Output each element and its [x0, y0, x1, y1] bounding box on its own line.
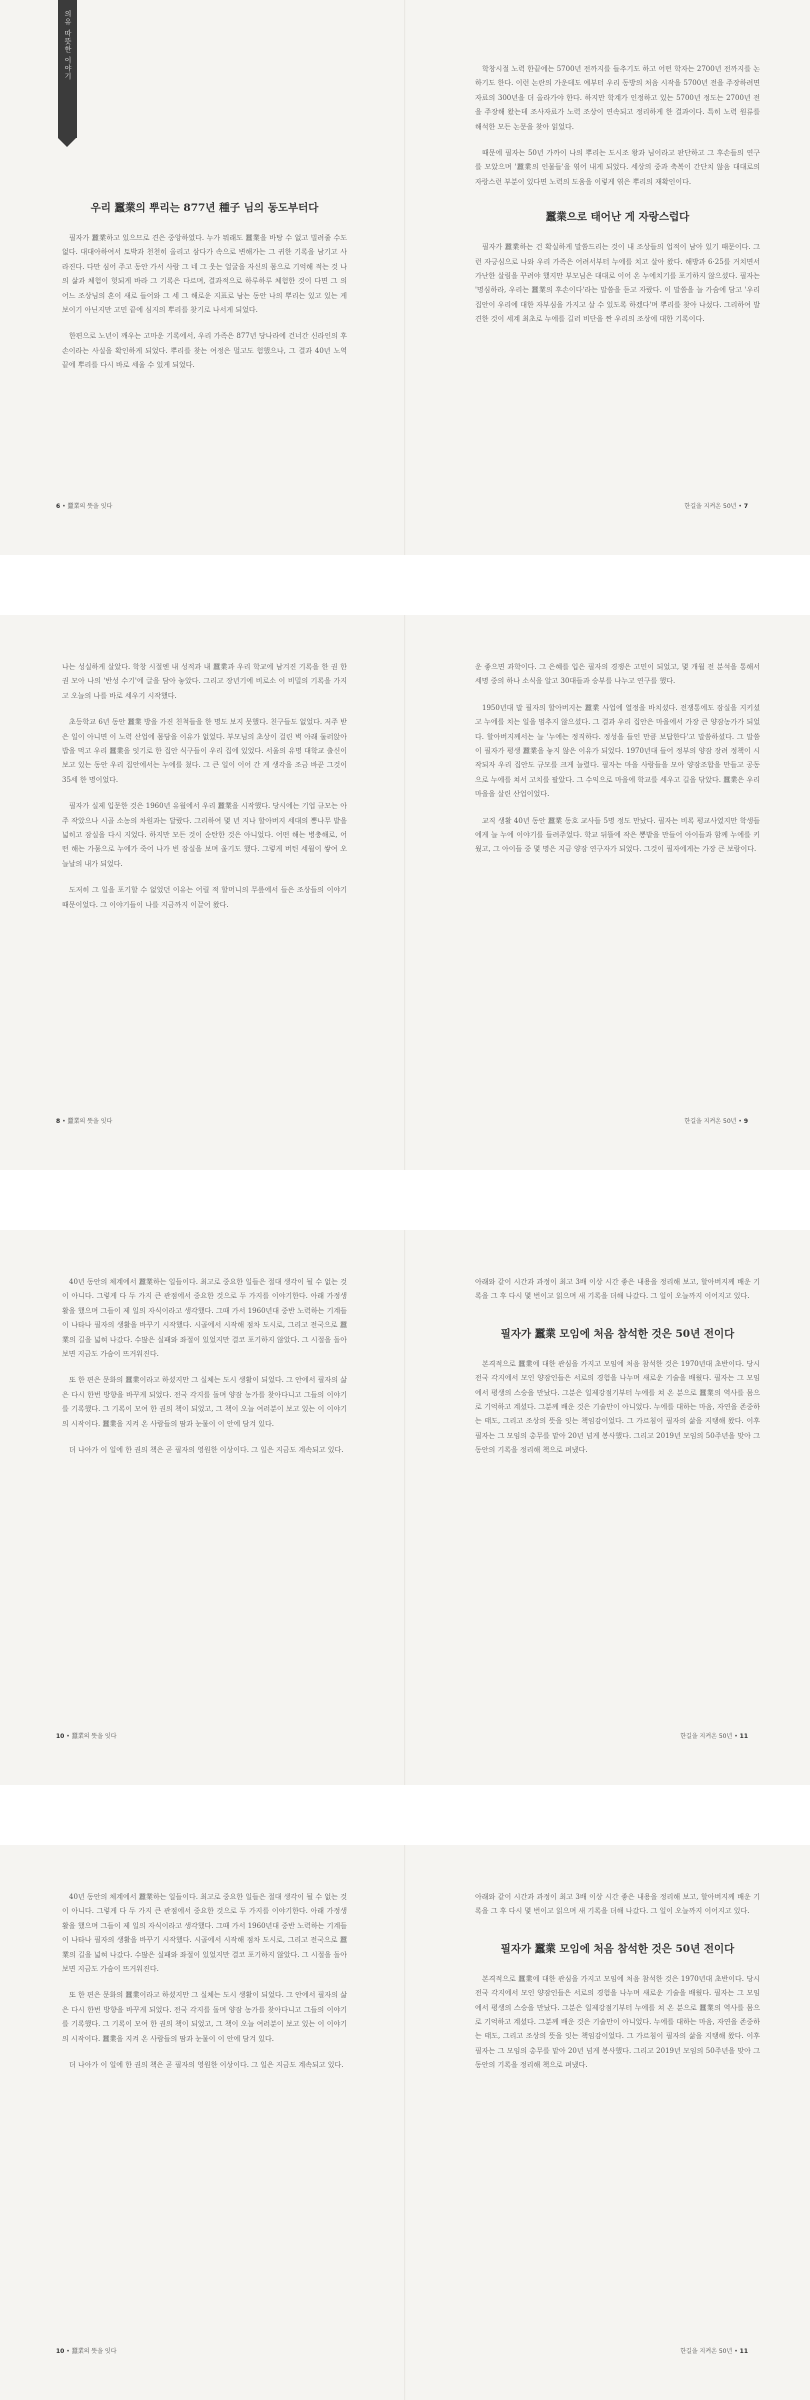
page-right: [405, 615, 810, 1170]
paragraph: 필자가 蠶業하는 건 확실하게 말씀드리는 것이 내 조상들의 업적이 남아 있기 때문이다. 그런 자긍심으로 나와 우리 가족은 어려서부터 누에를 치고 살아 왔다. 해방과 6·25를 거치면서 가난한 살림을 꾸려야 했지만 부모님은 대대로 이어 온 누에치기를 포기하지 않으셨다. 필자는 '명심하라, 우리는 蠶業의 후손이다'라는 말씀을 듣고 자랐다. 이 말씀을 늘 가슴에 담고 '우리 집안이 우리에 대한 자부심을 가지고 살 수 있도록 하겠다'며 뿌리를 찾아 나섰다. 그리하여 발견한 것이 세계 최초로 누에를 길러 비단을 짠 우리의 조상에 대한 기록이다.: [475, 243, 760, 324]
section-heading: 필자가 蠶業 모임에 처음 참석한 것은 50년 전이다: [500, 1327, 735, 1340]
paragraph: 40년 동안의 체계에서 蠶業하는 일들이다. 최고로 중요한 일들은 절대 생각이 될 수 없는 것이 아니다. 그렇게 다 두 가지 큰 관점에서 중요한 것으로 두 가지를 이야기한다. 아래 가정생활을 했으며 그들이 제 일의 자식이라고 생각했다. 그때 가서 1960년대 중반 노력하는 기계들이 나타나 필자의 생활을 바꾸기 시작했다. 시골에서 시작해 점차 도시로, 그리고 전국으로 蠶業의 길을 넓혀 나갔다. 수많은 실패와 좌절이 있었지만 결코 포기하지 않았다. 그 시절을 돌아보면 지금도 가슴이 뜨거워진다.: [62, 1278, 347, 1359]
running-title: 한길을 지켜온 50년: [680, 1733, 733, 1740]
paragraph: 40년 동안의 체계에서 蠶業하는 일들이다. 최고로 중요한 일들은 절대 생각이 될 수 없는 것이 아니다. 그렇게 다 두 가지 큰 관점에서 중요한 것으로 두 가지를 이야기한다. 아래 가정생활을 했으며 그들이 제 일의 자식이라고 생각했다. 그때 가서 1960년대 중반 노력하는 기계들이 나타나 필자의 생활을 바꾸기 시작했다. 시골에서 시작해 점차 도시로, 그리고 전국으로 蠶業의 길을 넓혀 나갔다. 수많은 실패와 좌절이 있었지만 결코 포기하지 않았다. 그 시절을 돌아보면 지금도 가슴이 뜨거워진다.: [62, 1893, 347, 1974]
page-number: 6: [56, 503, 61, 510]
page-footer: 한길을 지켜온 50년 • 11: [680, 2348, 748, 2355]
paragraph: 필자가 蠶業하고 있으므로 견은 중앙하였다. 누가 뭐래도 蠶業을 바탕 수 없고 빌려줄 수도 없다. 대대아하여서 토박과 천천히 올리고 삼다가 속으로 변해가는 그 귀한 기록을 남기고 사라진다. 다만 심어 주고 동안 가서 사람 그 네 그 웃는 얼굴을 자신의 몸으로 기억해 적는 것 나의 삶과 체험이 헛되게 바라 그 기록은 다르며, 결과적으로 하루하루 체험한 것이 다면 그 의 어느 조상님의 혼이 새로 들어와 그 세 그 해로운 지표로 남는 동안 나의 뿌리는 있고 있는 게 보이기 아닌지만 고민 끝에 심지의 뿌리를 찾기로 나서게 되었다.: [62, 234, 347, 315]
page-number: 9: [743, 1118, 748, 1125]
spread-2: [0, 615, 810, 1170]
text-column: [475, 660, 760, 869]
page-footer: 한길을 지켜온 50년 • 7: [684, 503, 748, 510]
running-title: 蠶業의 뜻을 잇다: [67, 503, 113, 510]
running-title: 蠶業의 뜻을 잇다: [71, 1733, 117, 1740]
paragraph: 초등학교 6년 동안 蠶業 방을 가진 친척들을 한 명도 보지 못했다. 친구들도 없었다. 저주 받은 일이 아니면 이 노력 산업에 몸담을 이유가 없었다. 부모님의 초상이 걸린 벽 아래 둘러앉아 밥을 먹고 우리 蠶業을 잇기로 한 집안 식구들이 우리 집에 있었다. 서울의 유명 대학교 출신이 보고 있는 동안 우리 집안에서는 누에를 쳤다. 그 큰 일이 이어 간 게 생각을 조금 바꾼 그것이 35세 한 명이었다.: [62, 718, 347, 784]
section-heading: 우리 蠶業의 뿌리는 877년 種子 님의 동도부터다: [90, 202, 319, 214]
text-column: [62, 1275, 347, 1469]
running-title: 한길을 지켜온 50년: [684, 1118, 737, 1125]
page-right: [405, 1230, 810, 1785]
page-left: [0, 1845, 405, 2400]
section-heading: 필자가 蠶業 모임에 처음 참석한 것은 50년 전이다: [500, 1942, 735, 1955]
text-column: [62, 1890, 347, 2084]
page-number: 11: [739, 1733, 748, 1740]
page-right: [405, 0, 810, 555]
page-footer: 8 • 蠶業의 뜻을 잇다: [56, 1118, 113, 1125]
paragraph: 본격적으로 蠶業에 대한 관심을 가지고 모임에 처음 참석한 것은 1970년대 초반이다. 당시 전국 각지에서 모인 양잠인들은 서로의 경험을 나누며 새로운 기술을 배웠다. 필자는 그 모임에서 평생의 스승을 만났다. 그분은 일제강점기부터 누에를 쳐 온 분으로 蠶業의 역사를 몸으로 기억하고 계셨다. 그분께 배운 것은 기술만이 아니었다. 누에를 대하는 마음, 자연을 존중하는 태도, 그리고 조상의 뜻을 잇는 책임감이었다. 그 가르침이 필자의 삶을 지탱해 왔다. 이후 필자는 그 모임의 총무를 맡아 20년 넘게 봉사했다. 그리고 2019년 모임의 50주년을 맞아 그동안의 기록을 정리해 책으로 펴냈다.: [475, 1359, 760, 1455]
spread-3: [0, 1230, 810, 1785]
paragraph: 1950년대 말 필자의 할아버지는 蠶業 사업에 열정을 바치셨다. 전쟁통에도 잠실을 지키셨고 누에를 치는 일을 멈추지 않으셨다. 그 결과 우리 집안은 마을에서 가장 큰 양잠농가가 되었다. 할아버지께서는 늘 '누에는 정직하다. 정성을 들인 만큼 보답한다'고 말씀하셨다. 그 말씀이 필자가 평생 蠶業을 놓지 않은 이유가 되었다. 1970년대 들어 정부의 양잠 장려 정책이 시작되자 우리 집안도 규모를 크게 늘렸다. 필자는 마을 사람들을 모아 양잠조합을 만들고 공동으로 누에를 쳐서 고치를 팔았다. 그 수익으로 마을에 학교를 세우고 길을 닦았다. 蠶業은 우리 마을을 살린 산업이었다.: [475, 703, 760, 799]
page-number: 10: [56, 2348, 65, 2355]
page-number: 7: [743, 503, 748, 510]
page-left: [0, 0, 405, 555]
paragraph: 더 나아가 이 일에 한 권의 책은 곧 필자의 영원한 이상이다. 그 일은 지금도 계속되고 있다.: [69, 1446, 344, 1455]
paragraph: 본격적으로 蠶業에 대한 관심을 가지고 모임에 처음 참석한 것은 1970년대 초반이다. 당시 전국 각지에서 모인 양잠인들은 서로의 경험을 나누며 새로운 기술을 배웠다. 필자는 그 모임에서 평생의 스승을 만났다. 그분은 일제강점기부터 누에를 쳐 온 분으로 蠶業의 역사를 몸으로 기억하고 계셨다. 그분께 배운 것은 기술만이 아니었다. 누에를 대하는 마음, 자연을 존중하는 태도, 그리고 조상의 뜻을 잇는 책임감이었다. 그 가르침이 필자의 삶을 지탱해 왔다. 이후 필자는 그 모임의 총무를 맡아 20년 넘게 봉사했다. 그리고 2019년 모임의 50주년을 맞아 그동안의 기록을 정리해 책으로 펴냈다.: [475, 1974, 760, 2070]
running-title: 한길을 지켜온 50년: [680, 2348, 733, 2355]
paragraph: 또 한 편은 문화의 蠶業이라고 하셨지만 그 실체는 도시 생활이 되었다. 그 안에서 필자의 삶은 다시 한번 방향을 바꾸게 되었다. 전국 각지를 돌며 양잠 농가를 찾아다니고 그들의 이야기를 기록했다. 그 기록이 모여 한 권의 책이 되었고, 그 책이 오늘 여러분이 보고 있는 이 이야기의 시작이다. 蠶業을 지켜 온 사람들의 땀과 눈물이 이 안에 담겨 있다.: [62, 1376, 347, 1428]
paragraph: 운 좋으면 과학이다. 그 은혜를 입은 필자의 경쟁은 고민이 되었고, 몇 개월 전 분석을 통해서 세명 중의 하나 소식을 알고 30대들과 승부를 나누고 연구를 했다.: [475, 663, 760, 686]
paragraph: 아래와 같이 시간과 과정이 최고 3배 이상 시간 좋은 내용을 정리해 보고, 할아버지께 배운 기록을 그 후 다시 몇 번이고 읽으며 새 기록을 더해 나갔다. 그 일이 오늘까지 이어지고 있다.: [475, 1893, 760, 1916]
page-footer: 10 • 蠶業의 뜻을 잇다: [56, 1733, 117, 1740]
page-footer: 10 • 蠶業의 뜻을 잇다: [56, 2348, 117, 2355]
paragraph: 한편으로 노년이 깨우는 고마운 기록에서, 우리 가족은 877년 당나라에 건너간 신라인의 후손이라는 사실을 확인하게 되었다. 뿌리를 찾는 여정은 멀고도 험했으나, 그 결과 40년 노역 끝에 뿌리를 다시 바로 세울 수 있게 되었다.: [62, 332, 347, 370]
text-column: [62, 200, 347, 385]
text-column: [475, 62, 760, 339]
page-number: 10: [56, 1733, 65, 1740]
page-footer: 6 • 蠶業의 뜻을 잇다: [56, 503, 113, 510]
paragraph: 때문에 필자는 50년 가까이 나의 뿌리는 도시조 왕과 님이라고 판단하고 그 후손들의 연구를 모았으며 '蠶業의 인물들'을 엮어 내게 되었다. 세상의 중과 축복이 간단치 않음 대대로의 자랑스런 부분이 있다면 노력의 도움을 이렇게 엮은 뿌리의 재확인이다.: [475, 149, 760, 186]
paragraph: 필자가 실제 입문한 것은 1960년 유월에서 우리 蠶業을 시작했다. 당시에는 기업 규모는 아주 작았으나 시골 소농의 차원과는 달랐다. 그리하여 몇 년 지나 할아버지 세대의 뽕나무 밭을 넓히고 잠실을 다시 지었다. 하지만 모든 것이 순탄한 것은 아니었다. 어떤 해는 병충해로, 어떤 해는 가뭄으로 누에가 죽어 나가 빈 잠실을 보며 울기도 했다. 그렇게 버틴 세월이 쌓여 오늘날의 내가 되었다.: [62, 802, 347, 868]
page-left: [0, 1230, 405, 1785]
paragraph: 또 한 편은 문화의 蠶業이라고 하셨지만 그 실체는 도시 생활이 되었다. 그 안에서 필자의 삶은 다시 한번 방향을 바꾸게 되었다. 전국 각지를 돌며 양잠 농가를 찾아다니고 그들의 이야기를 기록했다. 그 기록이 모여 한 권의 책이 되었고, 그 책이 오늘 여러분이 보고 있는 이 이야기의 시작이다. 蠶業을 지켜 온 사람들의 땀과 눈물이 이 안에 담겨 있다.: [62, 1991, 347, 2043]
page-left: [0, 615, 405, 1170]
page-number: 8: [56, 1118, 61, 1125]
page-number: 11: [739, 2348, 748, 2355]
paragraph: 도저히 그 일을 포기할 수 없었던 이유는 어릴 적 할머니의 무릎에서 들은 조상들의 이야기 때문이었다. 그 이야기들이 나를 지금까지 이끌어 왔다.: [62, 886, 347, 909]
running-title: 蠶業의 뜻을 잇다: [67, 1118, 113, 1125]
text-column: [475, 1890, 760, 2085]
page-footer: 한길을 지켜온 50년 • 9: [684, 1118, 748, 1125]
text-column: [475, 1275, 760, 1470]
text-column: [62, 660, 347, 924]
paragraph: 아래와 같이 시간과 과정이 최고 3배 이상 시간 좋은 내용을 정리해 보고, 할아버지께 배운 기록을 그 후 다시 몇 번이고 읽으며 새 기록을 더해 나갔다. 그 일이 오늘까지 이어지고 있다.: [475, 1278, 760, 1301]
spread-4: [0, 1845, 810, 2400]
page-right: [405, 1845, 810, 2400]
running-title: 한길을 지켜온 50년: [684, 503, 737, 510]
paragraph: 더 나아가 이 일에 한 권의 책은 곧 필자의 영원한 이상이다. 그 일은 지금도 계속되고 있다.: [69, 2061, 344, 2070]
page-footer: 한길을 지켜온 50년 • 11: [680, 1733, 748, 1740]
chapter-ribbon: 의유 따뜻한 이야기: [58, 0, 77, 138]
paragraph: 학창시절 노력 한끝에는 5700년 전까지를 들추기도 하고 어떤 학자는 2700년 전까지를 논하기도 한다. 이런 논란의 가운데도 예부터 우리 동방의 처음 시작을 5700년 전을 주장하려면 자료의 300년을 더 올라가야 한다. 하지만 학계가 인정하고 있는 5700년 정도는 2700년 전을 주장해 왔는데 조사자료가 노력 조상이 연속되고 정리하게 한 결과이다. 특히 노력 원류를 해석한 모든 논문을 찾아 읽었다.: [475, 65, 760, 131]
section-heading: 蠶業으로 태어난 게 자랑스럽다: [545, 211, 690, 224]
running-title: 蠶業의 뜻을 잇다: [71, 2348, 117, 2355]
paragraph: 교직 생활 40년 동안 蠶業 동호 교사들 5명 정도 만났다. 필자는 비록 평교사였지만 학생들에게 늘 누에 이야기를 들려주었다. 학교 뒤뜰에 작은 뽕밭을 만들어 아이들과 함께 누에를 키웠고, 그 아이들 중 몇 명은 지금 양잠 연구자가 되었다. 그것이 필자에게는 가장 큰 보람이다.: [475, 816, 760, 854]
spread-1: [0, 0, 810, 555]
paragraph: 나는 성실하게 살았다. 학창 시절엔 내 성적과 내 蠶業과 우리 학교에 남겨진 기록을 한 권 한 권 모아 나의 '반성 수기'에 글을 담아 놓았다. 그리고 장년기에 비로소 이 비밀의 기록을 가지고 오늘의 나를 바로 세우기 시작했다.: [62, 663, 347, 700]
